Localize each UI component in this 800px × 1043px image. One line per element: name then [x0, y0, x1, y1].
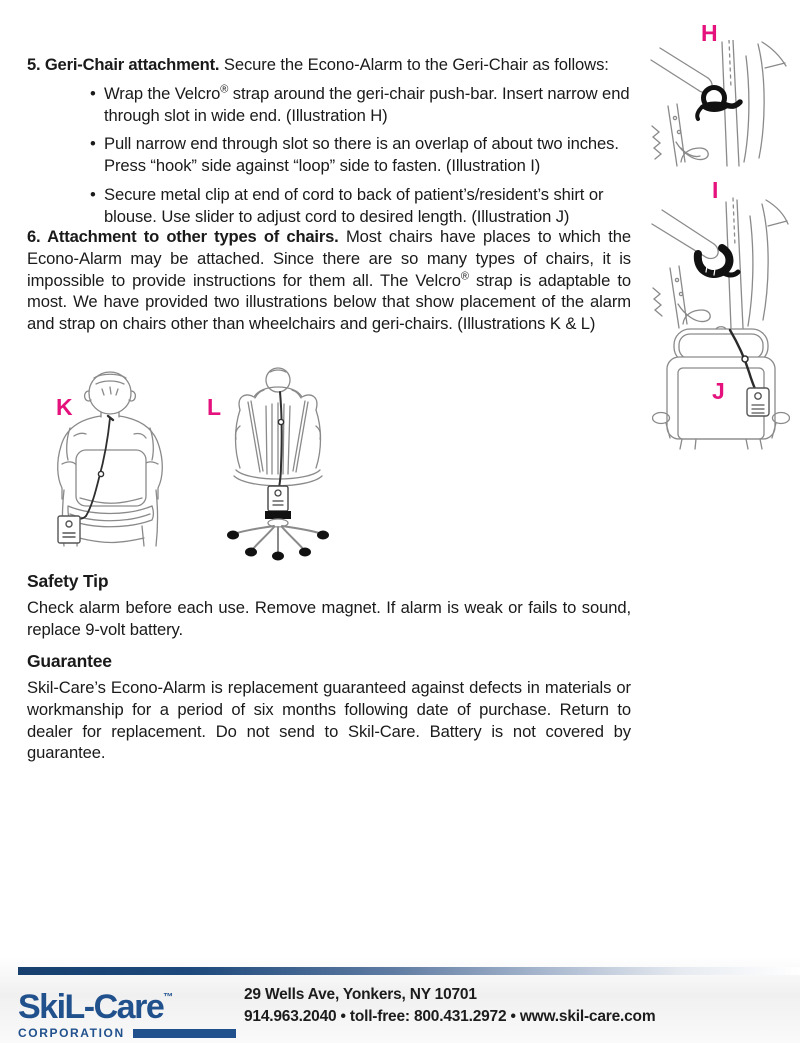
bullet-item-velcro-strap [27, 83, 631, 127]
bullet-text-pre: Wrap the Velcro [104, 83, 221, 103]
logo-subtitle-row [18, 1026, 236, 1040]
bullet-icon: • [90, 83, 96, 103]
trademark-symbol: ™ [163, 992, 174, 1003]
strap-fastened-drawing [648, 196, 790, 332]
strap-around-pushbar-drawing [648, 40, 790, 168]
illustration-i-label: I [712, 177, 719, 203]
guarantee-body: Skil-Care’s Econo-Alarm is replacement guaranteed against defects in materials or workmanship for a period of six months following date of purchase. Return to dealer for replacement. Do not send to Skil-Care. Battery is not covered by guarantee. [27, 678, 631, 763]
swivel-chair-drawing [224, 366, 336, 562]
section-6-text-post: strap is adaptable to most. We have provided two illustrations below that show placement of the alarm and strap on chairs other than wheelchairs and geri-chairs. (Illustrations K & L) [27, 270, 631, 334]
registered-mark: ® [460, 270, 469, 283]
footer-contact-block [244, 984, 655, 1028]
illustration-i-strap-fastened [648, 196, 790, 332]
illustration-l-label: L [207, 394, 222, 420]
bullet-text: Pull narrow end through slot so there is an overlap of about two inches. Press “hook” side against “loop” side to fasten. (Illustration I) [104, 134, 619, 176]
illustration-j-label: J [712, 378, 725, 404]
footer-address: 29 Wells Ave, Yonkers, NY 10701 [244, 986, 477, 1003]
registered-mark: ® [220, 83, 229, 96]
footer-gradient-bar [18, 967, 800, 975]
bullet-item-secure-metal-clip [27, 184, 631, 228]
logo-text: SkiL-Care [18, 988, 164, 1026]
skil-care-logo [18, 981, 236, 1040]
safety-tip-heading: Safety Tip [27, 571, 109, 591]
illustration-h-label: H [701, 20, 718, 46]
bullet-icon: • [90, 134, 96, 154]
safety-tip-section [27, 571, 631, 641]
bullet-item-pull-narrow-end [27, 133, 631, 177]
logo-wordmark [18, 981, 236, 1024]
section-6-heading: 6. Attachment to other types of chairs. [27, 227, 339, 246]
section-5-intro: Secure the Econo-Alarm to the Geri-Chair as follows: [219, 55, 609, 74]
section-6-paragraph [27, 226, 631, 335]
bullet-text [104, 83, 631, 127]
section-5-intro-paragraph [27, 54, 631, 76]
section-5-bullet-list [27, 83, 631, 228]
bullet-text-post: strap around the geri-chair push-bar. Insert narrow end through slot in wide end. (Illustration H) [104, 83, 630, 125]
chair-back-view-drawing [44, 366, 176, 548]
logo-bar [133, 1029, 236, 1038]
bullet-text: Secure metal clip at end of cord to back of patient’s/resident’s shirt or blouse. Use slider to adjust cord to desired length. (Illustration J) [104, 184, 604, 226]
logo-subtitle: CORPORATION [18, 1026, 125, 1040]
section-5 [27, 54, 631, 228]
illustration-k-person-chair [44, 366, 176, 548]
section-5-heading: 5. Geri-Chair attachment. [27, 55, 220, 74]
section-6-text-pre: Most chairs have places to which the Econo-Alarm may be attached. Since there are so many types of chairs, it is impossible to provide instructions for them all. The Velcro [27, 227, 632, 290]
guarantee-heading: Guarantee [27, 651, 112, 671]
section-6 [27, 226, 631, 335]
bullet-icon: • [90, 184, 96, 204]
guarantee-section [27, 651, 631, 764]
illustration-l-swivel-chair [224, 366, 336, 562]
safety-tip-body: Check alarm before each use. Remove magnet. If alarm is weak or fails to sound, replace 9-volt battery. [27, 598, 631, 639]
illustration-k-label: K [56, 394, 73, 420]
footer-phone-web: 914.963.2040 • toll-free: 800.431.2972 • www.skil-care.com [244, 1008, 656, 1025]
illustration-h-strap-wrap [648, 40, 790, 168]
